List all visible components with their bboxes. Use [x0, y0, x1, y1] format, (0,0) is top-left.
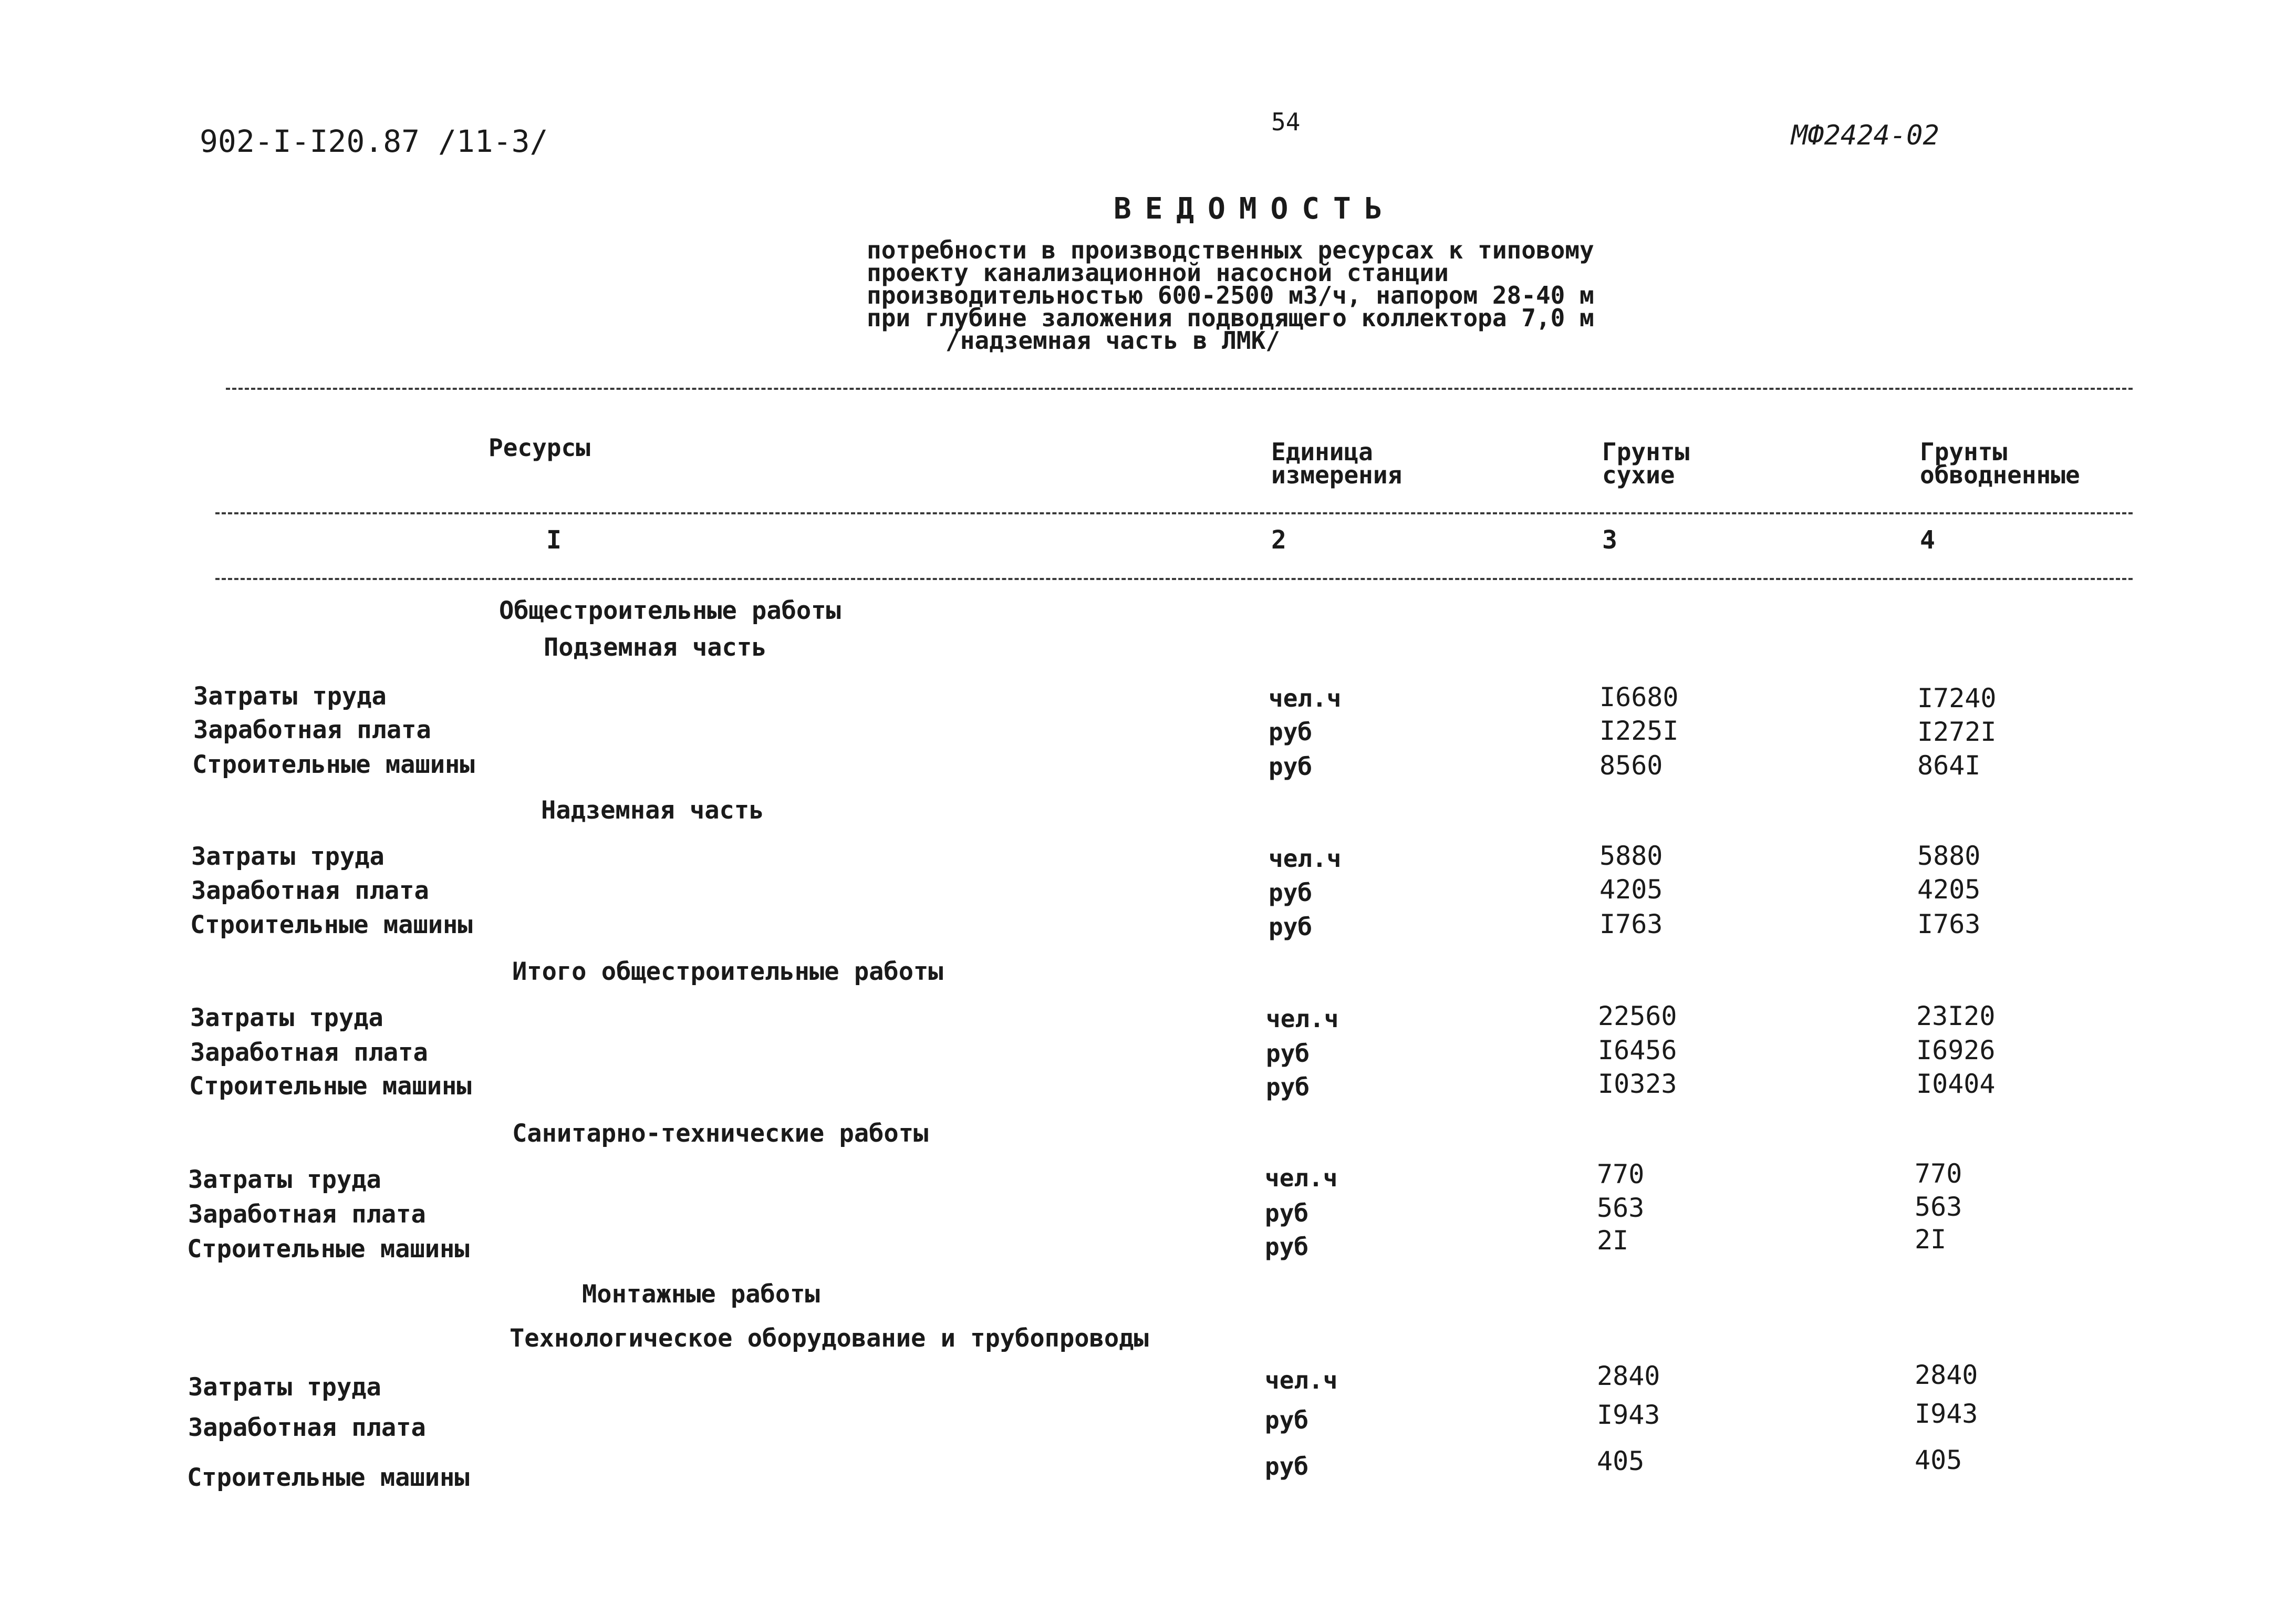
row-dry-value: I6456 — [1598, 1035, 1677, 1065]
colnum-rule — [215, 578, 2133, 580]
row-dry-value: 2I — [1597, 1225, 1629, 1256]
row-unit: руб — [1266, 1039, 1310, 1068]
row-unit: руб — [1266, 1073, 1310, 1101]
column-number: I — [546, 525, 562, 555]
document-code: 902-I-I20.87 /11-3/ — [200, 123, 548, 159]
row-label: Строительные машины — [187, 1463, 470, 1492]
row-label: Заработная плата — [188, 1200, 426, 1229]
table-top-rule — [226, 388, 2133, 390]
row-label: Заработная плата — [191, 876, 429, 905]
row-unit: чел.ч — [1269, 684, 1342, 712]
row-wet-value: 864I — [1917, 750, 1981, 781]
row-wet-value: 563 — [1915, 1192, 1962, 1222]
document-title: ВЕДОМОСТЬ — [1114, 192, 1396, 226]
row-dry-value: 5880 — [1599, 841, 1663, 871]
series-code: МФ2424-02 — [1791, 120, 1939, 151]
row-wet-value: 23I20 — [1916, 1001, 1996, 1031]
section-subtitle: Технологическое оборудование и трубопроводы — [510, 1324, 1149, 1353]
page-number: 54 — [1271, 108, 1301, 136]
row-dry-value: I225I — [1599, 716, 1679, 746]
row-unit: чел.ч — [1265, 1366, 1338, 1394]
column-number: 4 — [1920, 525, 1935, 555]
document-subtitle — [867, 236, 1594, 355]
row-dry-value: I943 — [1597, 1400, 1660, 1430]
row-dry-value: 405 — [1597, 1446, 1645, 1476]
row-label: Строительные машины — [189, 1072, 472, 1101]
subtitle-line: проекту канализационной насосной станции — [867, 258, 1449, 287]
subtitle-line: /надземная часть в ЛМК/ — [946, 326, 1280, 355]
header-wet-soil: Грунты обводненные — [1920, 438, 2080, 489]
section-title: Надземная часть — [541, 796, 764, 825]
subtitle-line: производительностью 600-2500 м3/ч, напором 28-40 м — [867, 281, 1594, 309]
row-label: Заработная плата — [193, 716, 431, 744]
row-label: Заработная плата — [190, 1038, 428, 1067]
subtitle-line: при глубине заложения подводящего коллектора 7,0 м — [867, 304, 1594, 332]
row-label: Затраты труда — [193, 682, 387, 711]
row-unit: руб — [1265, 1452, 1309, 1481]
row-dry-value: 770 — [1597, 1159, 1645, 1189]
row-dry-value: I6680 — [1599, 682, 1679, 712]
row-wet-value: I7240 — [1917, 683, 1997, 713]
section-title: Общестроительные работы — [499, 596, 841, 625]
row-unit: руб — [1265, 1199, 1309, 1227]
section-subtitle: Подземная часть — [544, 633, 767, 662]
row-dry-value: 2840 — [1597, 1361, 1660, 1391]
row-label: Затраты труда — [188, 1373, 381, 1402]
row-unit: руб — [1269, 718, 1313, 746]
section-title: Монтажные работы — [582, 1280, 820, 1309]
row-label: Затраты труда — [191, 842, 385, 871]
column-number: 3 — [1602, 525, 1617, 555]
row-dry-value: 22560 — [1598, 1001, 1677, 1031]
row-label: Затраты труда — [188, 1165, 381, 1194]
row-wet-value: I763 — [1917, 909, 1981, 939]
header-resources: Ресурсы — [489, 433, 590, 462]
row-unit: чел.ч — [1269, 844, 1342, 873]
row-dry-value: I0323 — [1598, 1069, 1677, 1099]
row-wet-value: 2840 — [1915, 1360, 1978, 1390]
row-dry-value: I763 — [1599, 909, 1663, 939]
row-wet-value: I272I — [1917, 717, 1997, 747]
row-unit: руб — [1265, 1406, 1309, 1434]
row-wet-value: I0404 — [1916, 1069, 1996, 1099]
row-wet-value: 770 — [1915, 1158, 1962, 1189]
section-title: Санитарно-технические работы — [512, 1119, 929, 1148]
row-unit: чел.ч — [1266, 1005, 1339, 1033]
header-unit: Единица измерения — [1271, 438, 1402, 489]
row-wet-value: I943 — [1915, 1399, 1978, 1429]
row-label: Строительные машины — [190, 911, 473, 939]
row-unit: руб — [1265, 1233, 1309, 1261]
row-unit: руб — [1269, 878, 1313, 907]
subtitle-line: потребности в производственных ресурсах к типовому — [867, 236, 1594, 264]
row-label: Затраты труда — [190, 1003, 383, 1032]
row-dry-value: 563 — [1597, 1193, 1645, 1223]
row-label: Строительные машины — [192, 750, 475, 779]
header-dry-soil: Грунты сухие — [1602, 438, 1690, 489]
column-number: 2 — [1271, 525, 1286, 555]
row-dry-value: 4205 — [1599, 874, 1663, 905]
row-unit: руб — [1269, 913, 1313, 941]
row-wet-value: 405 — [1915, 1445, 1962, 1475]
row-wet-value: 2I — [1915, 1224, 1947, 1255]
row-wet-value: 5880 — [1917, 841, 1981, 871]
row-unit: руб — [1269, 752, 1313, 781]
row-wet-value: 4205 — [1917, 874, 1981, 905]
section-title: Итого общестроительные работы — [512, 957, 943, 986]
row-label: Строительные машины — [187, 1235, 470, 1264]
header-rule — [215, 512, 2133, 514]
row-label: Заработная плата — [188, 1413, 426, 1442]
row-dry-value: 8560 — [1599, 750, 1663, 781]
row-unit: чел.ч — [1265, 1164, 1338, 1192]
row-wet-value: I6926 — [1916, 1035, 1996, 1065]
